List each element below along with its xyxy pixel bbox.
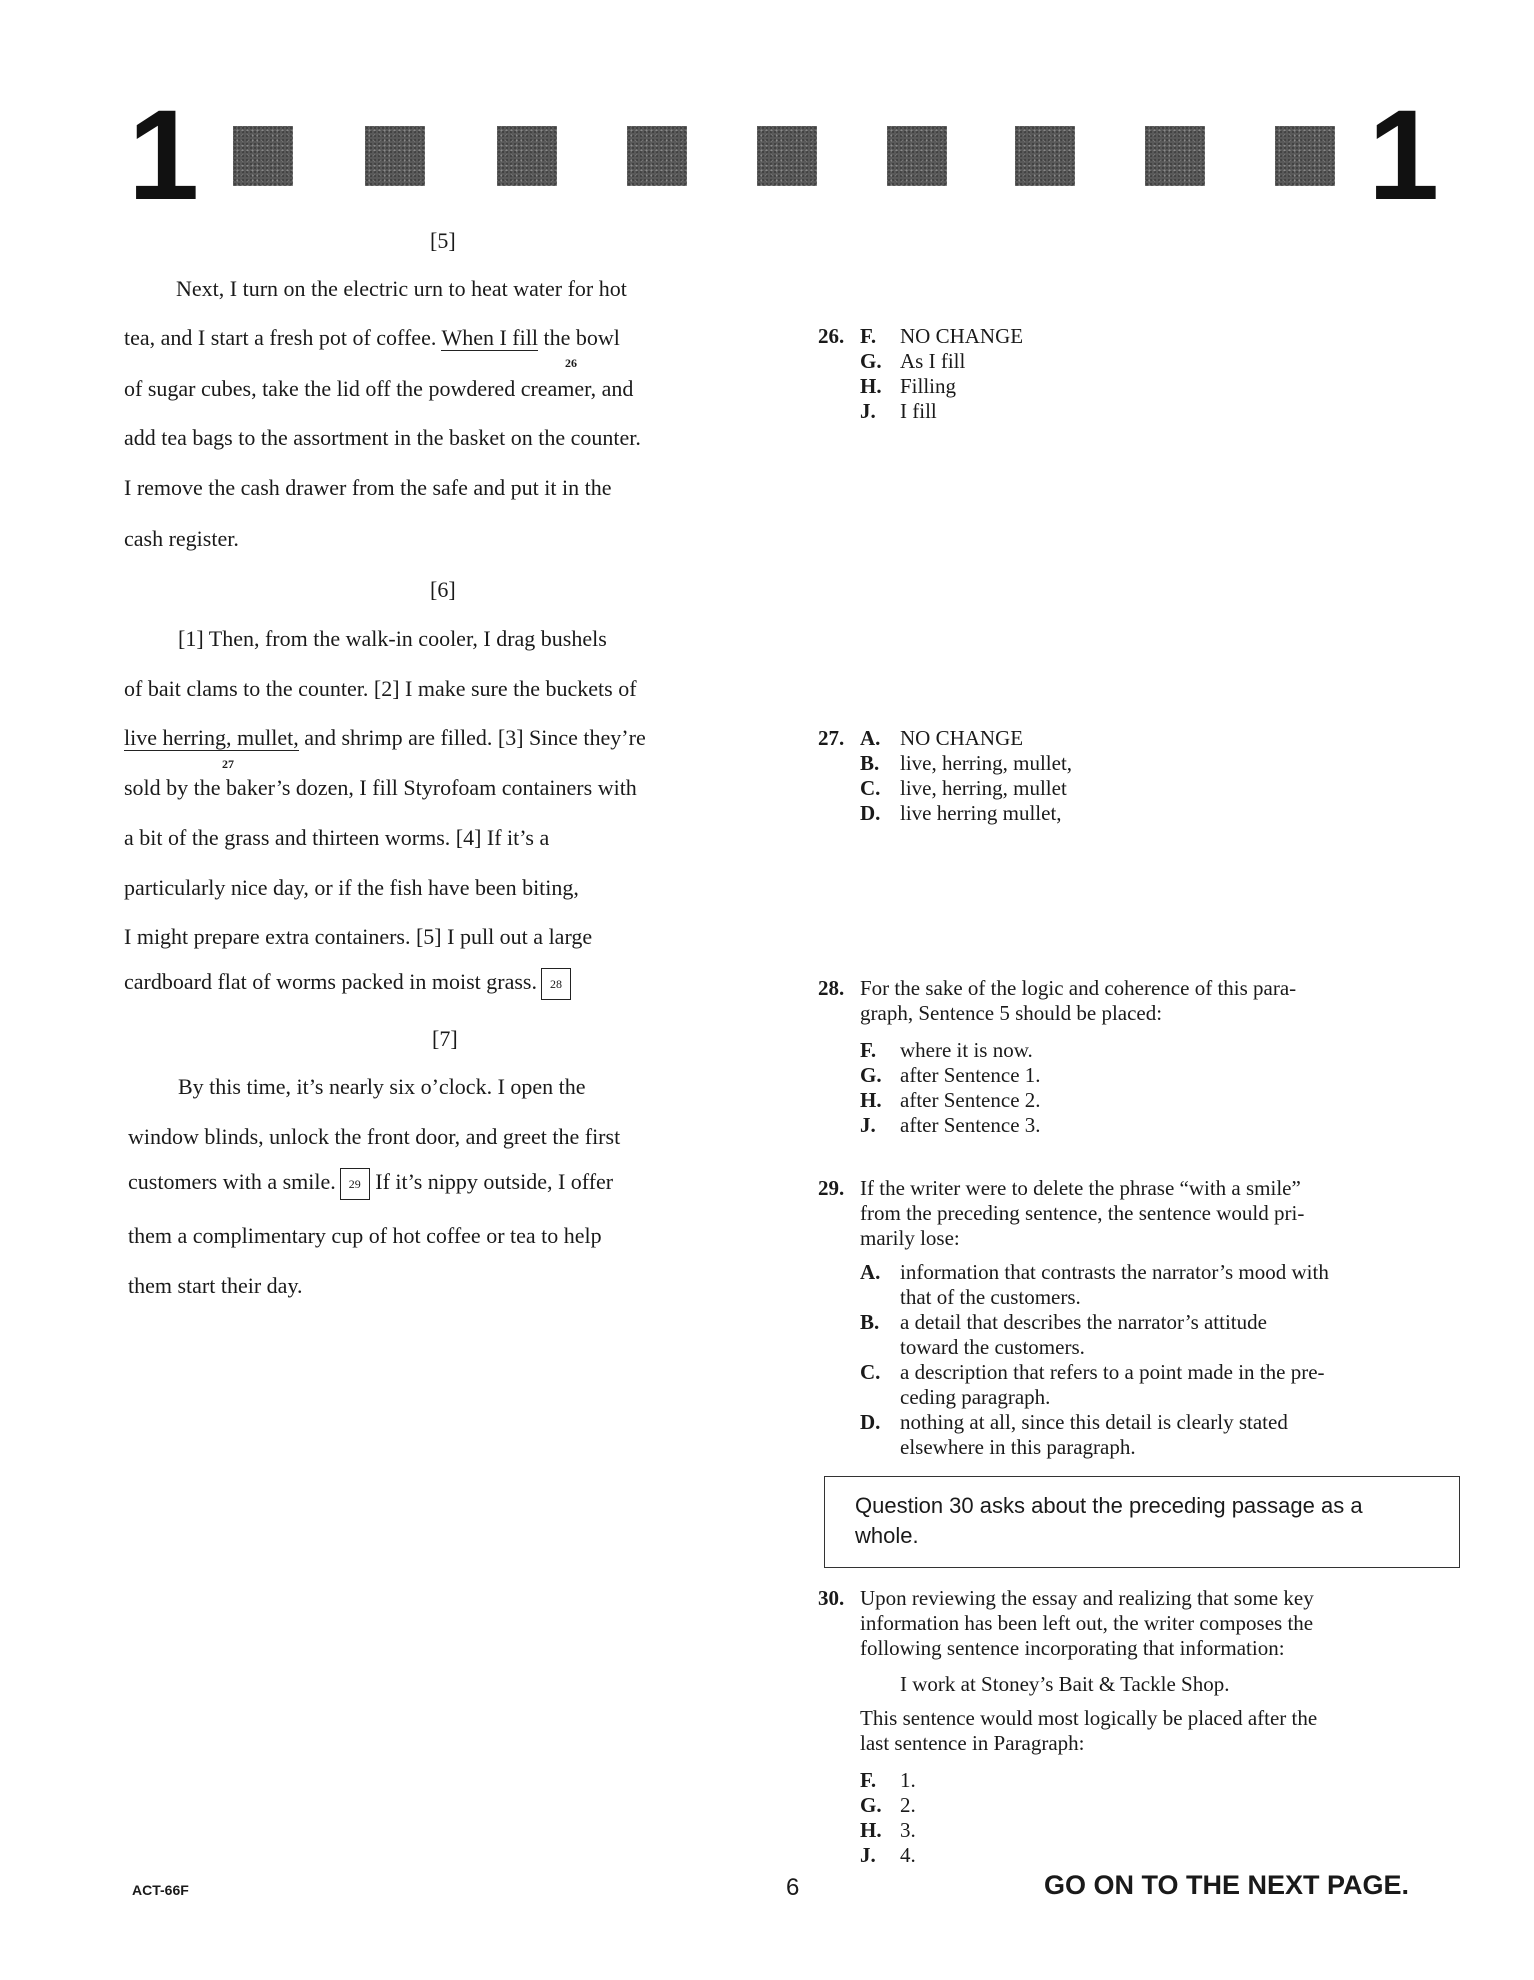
question-stem: For the sake of the logic and coherence of this para- bbox=[860, 976, 1297, 1000]
question-stem: Upon reviewing the essay and realizing that some key bbox=[860, 1586, 1314, 1610]
passage-line bbox=[124, 725, 646, 751]
question-28 bbox=[818, 976, 1468, 1146]
answer-option[interactable]: D. live herring mullet, bbox=[860, 801, 1062, 825]
passage-line bbox=[124, 968, 571, 1000]
question-marker-26: 26 bbox=[565, 356, 577, 370]
answer-option[interactable]: G. 2. bbox=[860, 1793, 916, 1817]
passage-line: of bait clams to the counter. [2] I make sure the buckets of bbox=[124, 676, 637, 701]
question-box-29: 29 bbox=[340, 1168, 370, 1200]
page-number: 6 bbox=[786, 1874, 800, 1901]
passage-line: of sugar cubes, take the lid off the powdered creamer, and bbox=[124, 376, 634, 401]
answer-option-cont: elsewhere in this paragraph. bbox=[900, 1435, 1136, 1459]
passage-line bbox=[128, 1168, 613, 1200]
question-box-28: 28 bbox=[541, 968, 571, 1000]
question-29 bbox=[818, 1176, 1468, 1466]
question-30 bbox=[818, 1586, 1468, 1866]
passage-text: customers with a smile. bbox=[128, 1169, 336, 1195]
answer-option[interactable]: J. 4. bbox=[860, 1843, 916, 1867]
header-block bbox=[233, 126, 293, 186]
passage-text: the bowl bbox=[537, 325, 620, 350]
paragraph-label: [7] bbox=[432, 1026, 458, 1051]
answer-option[interactable]: J. after Sentence 3. bbox=[860, 1113, 1041, 1137]
header-block bbox=[627, 126, 687, 186]
answer-option[interactable]: B. a detail that describes the narrator’s attitude bbox=[860, 1310, 1267, 1334]
passage-text: If it’s nippy outside, I offer bbox=[369, 1169, 614, 1195]
header-block bbox=[887, 126, 947, 186]
answer-option[interactable]: D. nothing at all, since this detail is clearly stated bbox=[860, 1410, 1288, 1434]
answer-option[interactable]: H. 3. bbox=[860, 1818, 916, 1842]
next-page-instruction: GO ON TO THE NEXT PAGE. bbox=[1044, 1870, 1410, 1900]
passage-text: cardboard flat of worms packed in moist grass. bbox=[124, 969, 537, 995]
passage-line: sold by the baker’s dozen, I fill Styrofoam containers with bbox=[124, 775, 637, 800]
answer-option-cont: toward the customers. bbox=[900, 1335, 1085, 1359]
section-number-right: 1 bbox=[1368, 84, 1440, 227]
section-number-left: 1 bbox=[128, 84, 200, 227]
answer-option[interactable]: C. live, herring, mullet bbox=[860, 776, 1067, 800]
passage-line: a bit of the grass and thirteen worms. [4] If it’s a bbox=[124, 825, 550, 850]
question-number: 27. bbox=[818, 726, 845, 750]
question-stem: marily lose: bbox=[860, 1226, 960, 1250]
question-number: 30. bbox=[818, 1586, 845, 1610]
answer-option[interactable]: G. after Sentence 1. bbox=[860, 1063, 1041, 1087]
question-number: 29. bbox=[818, 1176, 845, 1200]
underlined-portion-26: When I fill bbox=[441, 325, 538, 350]
answer-option[interactable]: H. Filling bbox=[860, 374, 957, 398]
question-stem: following sentence incorporating that information: bbox=[860, 1636, 1285, 1660]
inserted-sentence: I work at Stoney’s Bait & Tackle Shop. bbox=[900, 1672, 1230, 1696]
passage-line: [1] Then, from the walk-in cooler, I drag bushels bbox=[178, 626, 607, 651]
passage-line: add tea bags to the assortment in the basket on the counter. bbox=[124, 425, 641, 450]
answer-option[interactable]: F. 1. bbox=[860, 1768, 916, 1792]
question-marker-27: 27 bbox=[222, 757, 234, 771]
passage-text: tea, and I start a fresh pot of coffee. bbox=[124, 325, 442, 350]
question-stem: If the writer were to delete the phrase “with a smile” bbox=[860, 1176, 1301, 1200]
header-block bbox=[1145, 126, 1205, 186]
passage-whole-note: Question 30 asks about the preceding passage as a whole. bbox=[824, 1476, 1460, 1568]
answer-option[interactable]: A. NO CHANGE bbox=[860, 726, 1024, 750]
paragraph-label: [6] bbox=[430, 577, 456, 602]
answer-option[interactable]: C. a description that refers to a point made in the pre- bbox=[860, 1360, 1325, 1384]
question-number: 28. bbox=[818, 976, 845, 1000]
form-code: ACT-66F bbox=[132, 1882, 189, 1898]
answer-option[interactable]: B. live, herring, mullet, bbox=[860, 751, 1073, 775]
header-block bbox=[1015, 126, 1075, 186]
question-stem: graph, Sentence 5 should be placed: bbox=[860, 1001, 1163, 1025]
passage-line: particularly nice day, or if the fish have been biting, bbox=[124, 875, 579, 900]
question-26 bbox=[818, 324, 1218, 434]
passage-line: cash register. bbox=[124, 526, 239, 551]
question-number: 26. bbox=[818, 324, 845, 348]
header-block bbox=[365, 126, 425, 186]
passage-line: Next, I turn on the electric urn to heat water for hot bbox=[176, 276, 627, 301]
answer-option[interactable]: F. NO CHANGE bbox=[860, 324, 1024, 348]
question-stem: from the preceding sentence, the sentence would pri- bbox=[860, 1201, 1305, 1225]
answer-option[interactable]: H. after Sentence 2. bbox=[860, 1088, 1041, 1112]
header-block bbox=[1275, 126, 1335, 186]
question-stem: information has been left out, the writer composes the bbox=[860, 1611, 1314, 1635]
passage-line: them start their day. bbox=[128, 1273, 303, 1298]
header-block bbox=[497, 126, 557, 186]
passage-line: By this time, it’s nearly six o’clock. I open the bbox=[178, 1074, 586, 1099]
answer-option-cont: that of the customers. bbox=[900, 1285, 1081, 1309]
question-stem: last sentence in Paragraph: bbox=[860, 1731, 1085, 1755]
paragraph-label: [5] bbox=[430, 228, 456, 253]
answer-option-cont: ceding paragraph. bbox=[900, 1385, 1051, 1409]
question-stem: This sentence would most logically be placed after the bbox=[860, 1706, 1318, 1730]
passage-line: them a complimentary cup of hot coffee or tea to help bbox=[128, 1223, 602, 1248]
question-27 bbox=[818, 726, 1218, 836]
answer-option[interactable]: J. I fill bbox=[860, 399, 937, 423]
passage-line: I might prepare extra containers. [5] I pull out a large bbox=[124, 924, 593, 949]
header-block bbox=[757, 126, 817, 186]
answer-option[interactable]: F. where it is now. bbox=[860, 1038, 1033, 1062]
passage-line: I remove the cash drawer from the safe and put it in the bbox=[124, 475, 612, 500]
answer-option[interactable]: A. information that contrasts the narrator’s mood with bbox=[860, 1260, 1329, 1284]
underlined-portion-27: live herring, mullet, bbox=[124, 725, 299, 750]
passage-text: and shrimp are filled. [3] Since they’re bbox=[298, 725, 646, 750]
answer-option[interactable]: G. As I fill bbox=[860, 349, 966, 373]
passage-line: window blinds, unlock the front door, and greet the first bbox=[128, 1124, 621, 1149]
passage-line bbox=[124, 325, 620, 351]
